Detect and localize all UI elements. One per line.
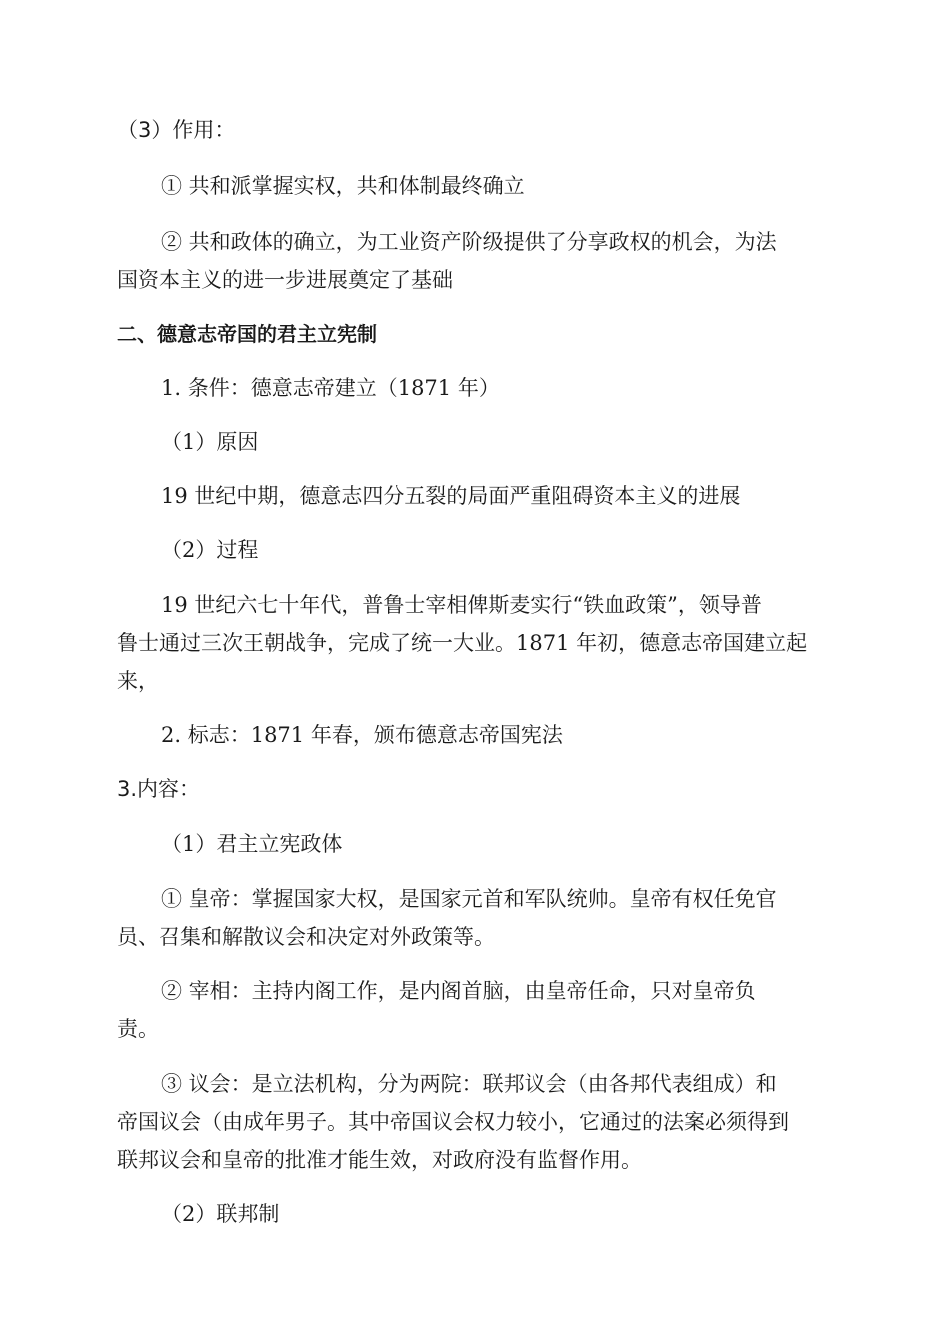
emperor-text-line-1: ① 皇帝：掌握国家大权，是国家元首和军队统帅。皇帝有权任免官	[161, 887, 777, 911]
chancellor-text-line-2: 责。	[117, 1017, 159, 1041]
cause-label: （1）原因	[161, 430, 259, 454]
symbol-label: 2. 标志：1871 年春，颁布德意志帝国宪法	[161, 723, 563, 747]
process-text-line-1: 19 世纪六七十年代，普鲁士宰相俾斯麦实行“铁血政策”，领导普	[161, 593, 762, 617]
constitutional-monarchy-label: （1）君主立宪政体	[161, 832, 343, 856]
parliament-text-line-3: 联邦议会和皇帝的批准才能生效，对政府没有监督作用。	[117, 1148, 642, 1172]
federalism-label: （2）联邦制	[161, 1202, 280, 1226]
process-text-line-3: 来，	[117, 669, 159, 693]
parliament-text-line-1: ③ 议会：是立法机构，分为两院：联邦议会（由各邦代表组成）和	[161, 1072, 777, 1096]
effect-item-2-line-2: 国资本主义的进一步进展奠定了基础	[117, 268, 453, 292]
condition-label: 1. 条件：德意志帝建立（1871 年）	[161, 376, 500, 400]
parliament-text-line-2: 帝国议会（由成年男子。其中帝国议会权力较小，它通过的法案必须得到	[117, 1110, 789, 1134]
cause-text: 19 世纪中期，德意志四分五裂的局面严重阻碍资本主义的进展	[161, 484, 741, 508]
process-label: （2）过程	[161, 538, 259, 562]
effect-item-2-line-1: ② 共和政体的确立，为工业资产阶级提供了分享政权的机会，为法	[161, 230, 777, 254]
emperor-text-line-2: 员、召集和解散议会和决定对外政策等。	[117, 925, 495, 949]
process-text-line-2: 鲁士通过三次王朝战争，完成了统一大业。1871 年初，德意志帝国建立起	[117, 631, 808, 655]
content-label: 3.内容：	[117, 777, 201, 801]
chancellor-text-line-1: ② 宰相：主持内阁工作，是内阁首脑，由皇帝任命，只对皇帝负	[161, 979, 756, 1003]
effect-item-1: ① 共和派掌握实权，共和体制最终确立	[161, 174, 525, 198]
section-heading-german-empire: 二、德意志帝国的君主立宪制	[117, 322, 377, 346]
section-3-effect-label: （3）作用：	[117, 118, 236, 142]
